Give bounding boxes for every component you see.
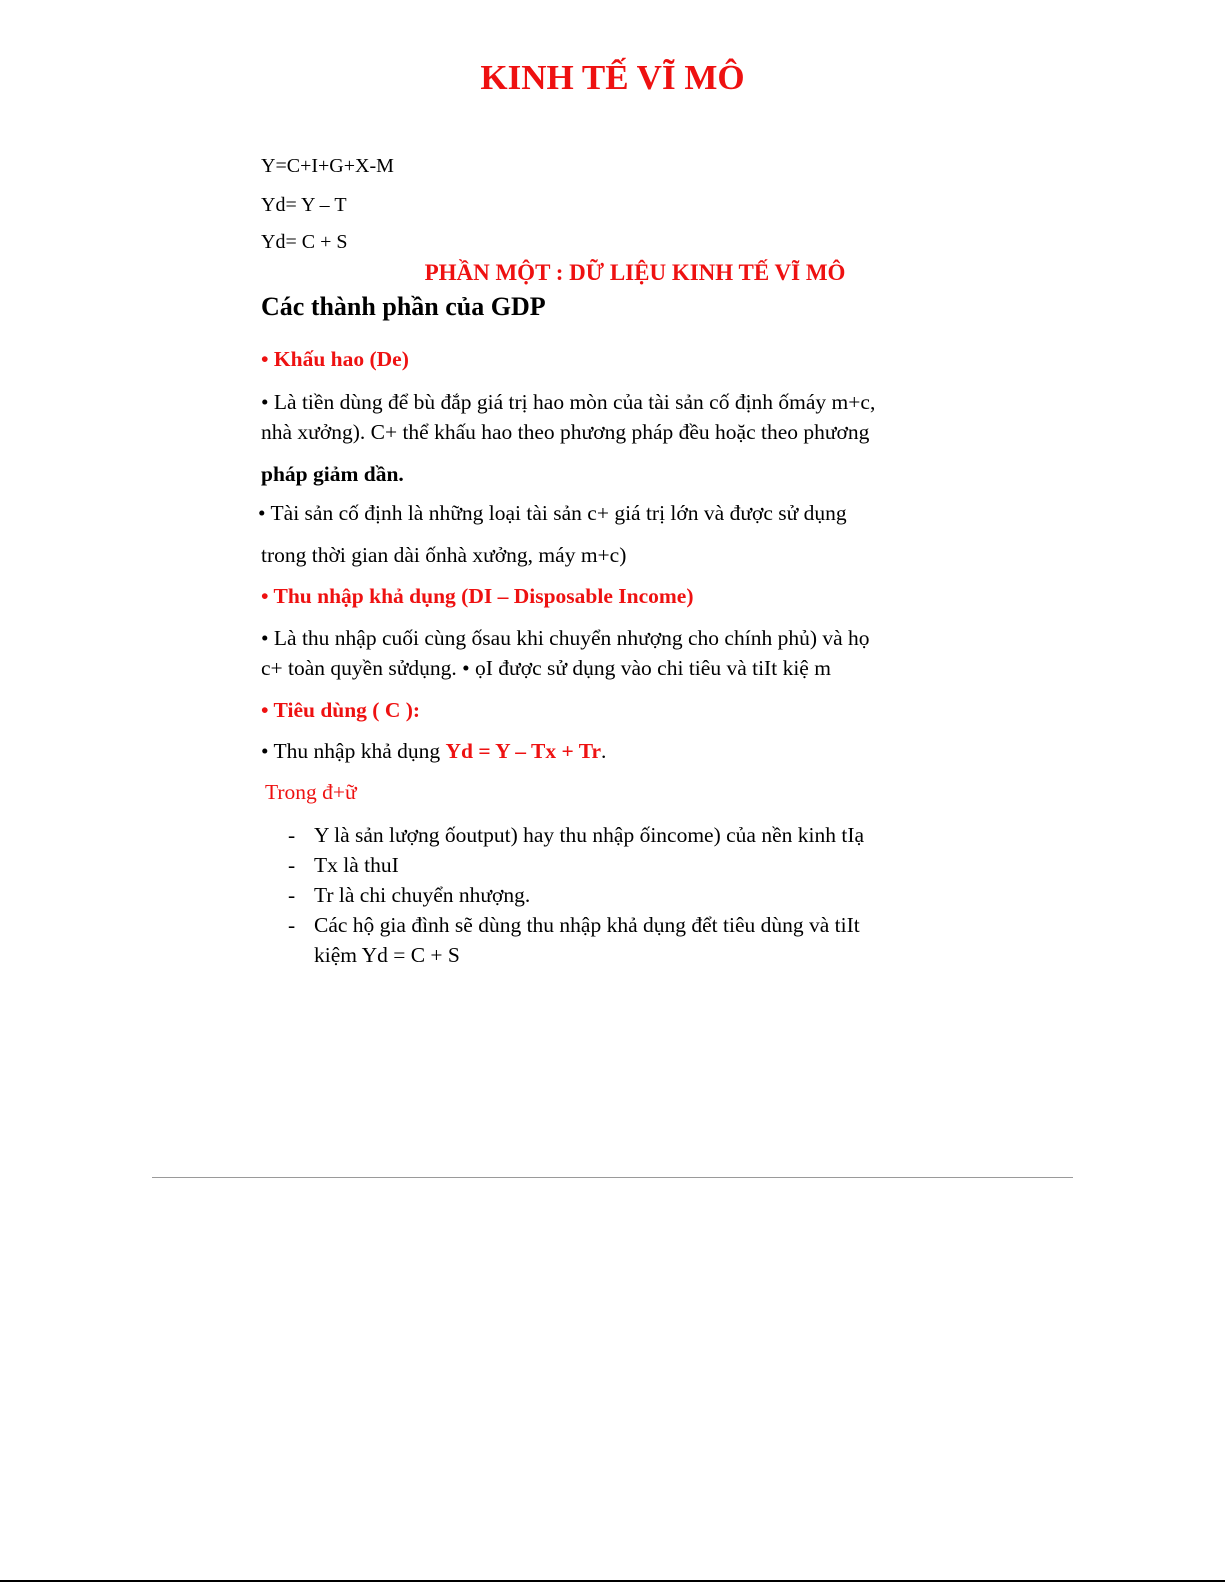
list-item-text: Tr là chi chuyển nhượng. (314, 883, 531, 907)
formula-consumption-saving: Yd= C + S (261, 231, 348, 253)
formula-disposable-income: Yd= Y – T (261, 194, 347, 216)
list-item-text: kiệm Yd = C + S (314, 943, 460, 967)
where-label: Trong đ+ữ (265, 780, 357, 804)
list-item (288, 850, 864, 880)
list-item (288, 910, 864, 940)
gdp-components-heading: Các thành phần của GDP (261, 292, 546, 321)
section-title: PHẦN MỘT : DỮ LIỆU KINH TẾ VĨ MÔ (424, 260, 846, 285)
dash-bullet: - (288, 853, 296, 877)
list-item-text: Các hộ gia đình sẽ dùng thu nhập khả dụng đểt tiêu dùng và tiIt (314, 913, 860, 937)
depreciation-text-line: nhà xưởng). C+ thể khấu hao theo phương pháp đều hoặc theo phương (261, 420, 870, 444)
list-item-text: Y là sản lượng ốoutput) hay thu nhập ốincome) của nền kinh tIạ (314, 823, 865, 847)
disposable-income-heading: • Thu nhập khả dụng (DI – Disposable Income) (261, 584, 694, 608)
list-item (288, 880, 864, 910)
consumption-formula: Yd = Y – Tx + Tr (445, 739, 602, 763)
consumption-formula-suffix: . (601, 739, 607, 763)
formula-gdp: Y=C+I+G+X-M (261, 155, 394, 177)
dash-bullet: - (288, 823, 296, 847)
dash-bullet: - (288, 883, 296, 907)
depreciation-heading: • Khấu hao (De) (261, 347, 409, 371)
dash-bullet: - (288, 913, 296, 937)
list-item-continuation (288, 940, 864, 970)
consumption-formula-line (261, 739, 606, 764)
consumption-heading: • Tiêu dùng ( C ): (261, 698, 421, 722)
fixed-asset-text-line: trong thời gian dài ốnhà xưởng, máy m+c) (261, 543, 627, 567)
depreciation-text-line: • Là tiền dùng để bù đắp giá trị hao mòn của tài sản cố định ốmáy m+c, (261, 390, 876, 414)
disposable-income-text-line: • Là thu nhập cuối cùng ốsau khi chuyển nhượng cho chính phủ) và họ (261, 626, 870, 650)
list-item-text: Tx là thuI (314, 853, 399, 877)
page-bottom-border (0, 1580, 1225, 1582)
document-title: KINH TẾ VĨ MÔ (480, 58, 745, 97)
fixed-asset-text-line: • Tài sản cố định là những loại tài sản c+ giá trị lớn và được sử dụng (258, 501, 847, 525)
depreciation-text-line: pháp giảm dần. (261, 462, 404, 486)
consumption-formula-prefix: • Thu nhập khả dụng (261, 739, 446, 763)
list-item (288, 820, 864, 850)
page-footer-divider (152, 1177, 1073, 1178)
definitions-list (288, 820, 864, 970)
disposable-income-text-line: c+ toàn quyền sửdụng. • ọI được sử dụng vào chi tiêu và tiIt kiệ m (261, 656, 831, 680)
